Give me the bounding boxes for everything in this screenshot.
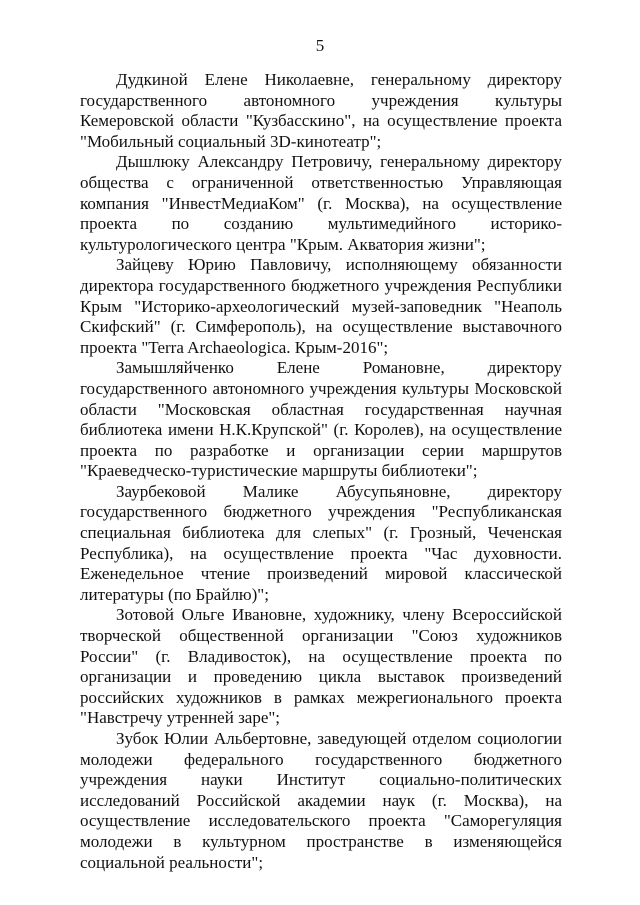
paragraph-zaurbekova: Заурбековой Малике Абусупьяновне, директору государственного бюджетного учреждения "Республиканская специальная библиотека для слепых" (г. Грозный, Чеченская Республика), на осуществление проекта "Час духовности. Еженедельное чтение произведений мировой классической литературы (по Брайлю)"; bbox=[80, 481, 562, 604]
document-body bbox=[80, 70, 562, 873]
paragraph-dudkina: Дудкиной Елене Николаевне, генеральному директору государственного автономного учреждения культуры Кемеровской области "Кузбасскино", на осуществление проекта "Мобильный социальный 3D-кинотеатр"; bbox=[80, 70, 562, 151]
paragraph-dyshlyuk: Дышлюку Александру Петровичу, генеральному директору общества с ограниченной ответственностью Управляющая компания "ИнвестМедиаКом" (г. Москва), на осуществление проекта по созданию мультимедийного историко-культурологического центра "Крым. Акватория жизни"; bbox=[80, 152, 562, 254]
paragraph-zamyshlyaichenko: Замышляйченко Елене Романовне, директору государственного автономного учреждения культуры Московской области "Московская областная государственная научная библиотека имени Н.К.Крупской" (г. Королев), на осуществление проекта по разработке и организации серии маршрутов "Краеведческо-туристические маршруты библиотеки"; bbox=[80, 358, 562, 481]
paragraph-zotova: Зотовой Ольге Ивановне, художнику, члену Всероссийской творческой общественной организации "Союз художников России" (г. Владивосток), на осуществление проекта по организации и проведению цикла выставок произведений российских художников в рамках межрегионального проекта "Навстречу утренней заре"; bbox=[80, 605, 562, 728]
paragraph-zubok: Зубок Юлии Альбертовне, заведующей отделом социологии молодежи федерального государственного бюджетного учреждения науки Институт социально-политических исследований Российской академии наук (г. Москва), на осуществление исследовательского проекта "Саморегуляция молодежи в культурном пространстве в изменяющейся социальной реальности"; bbox=[80, 729, 562, 872]
paragraph-zaitsev: Зайцеву Юрию Павловичу, исполняющему обязанности директора государственного бюджетного учреждения Республики Крым "Историко-археологический музей-заповедник "Неаполь Скифский" (г. Симферополь), на осуществление выставочного проекта "Terra Archaeologica. Крым-2016"; bbox=[80, 255, 562, 357]
page-number: 5 bbox=[315, 36, 325, 55]
